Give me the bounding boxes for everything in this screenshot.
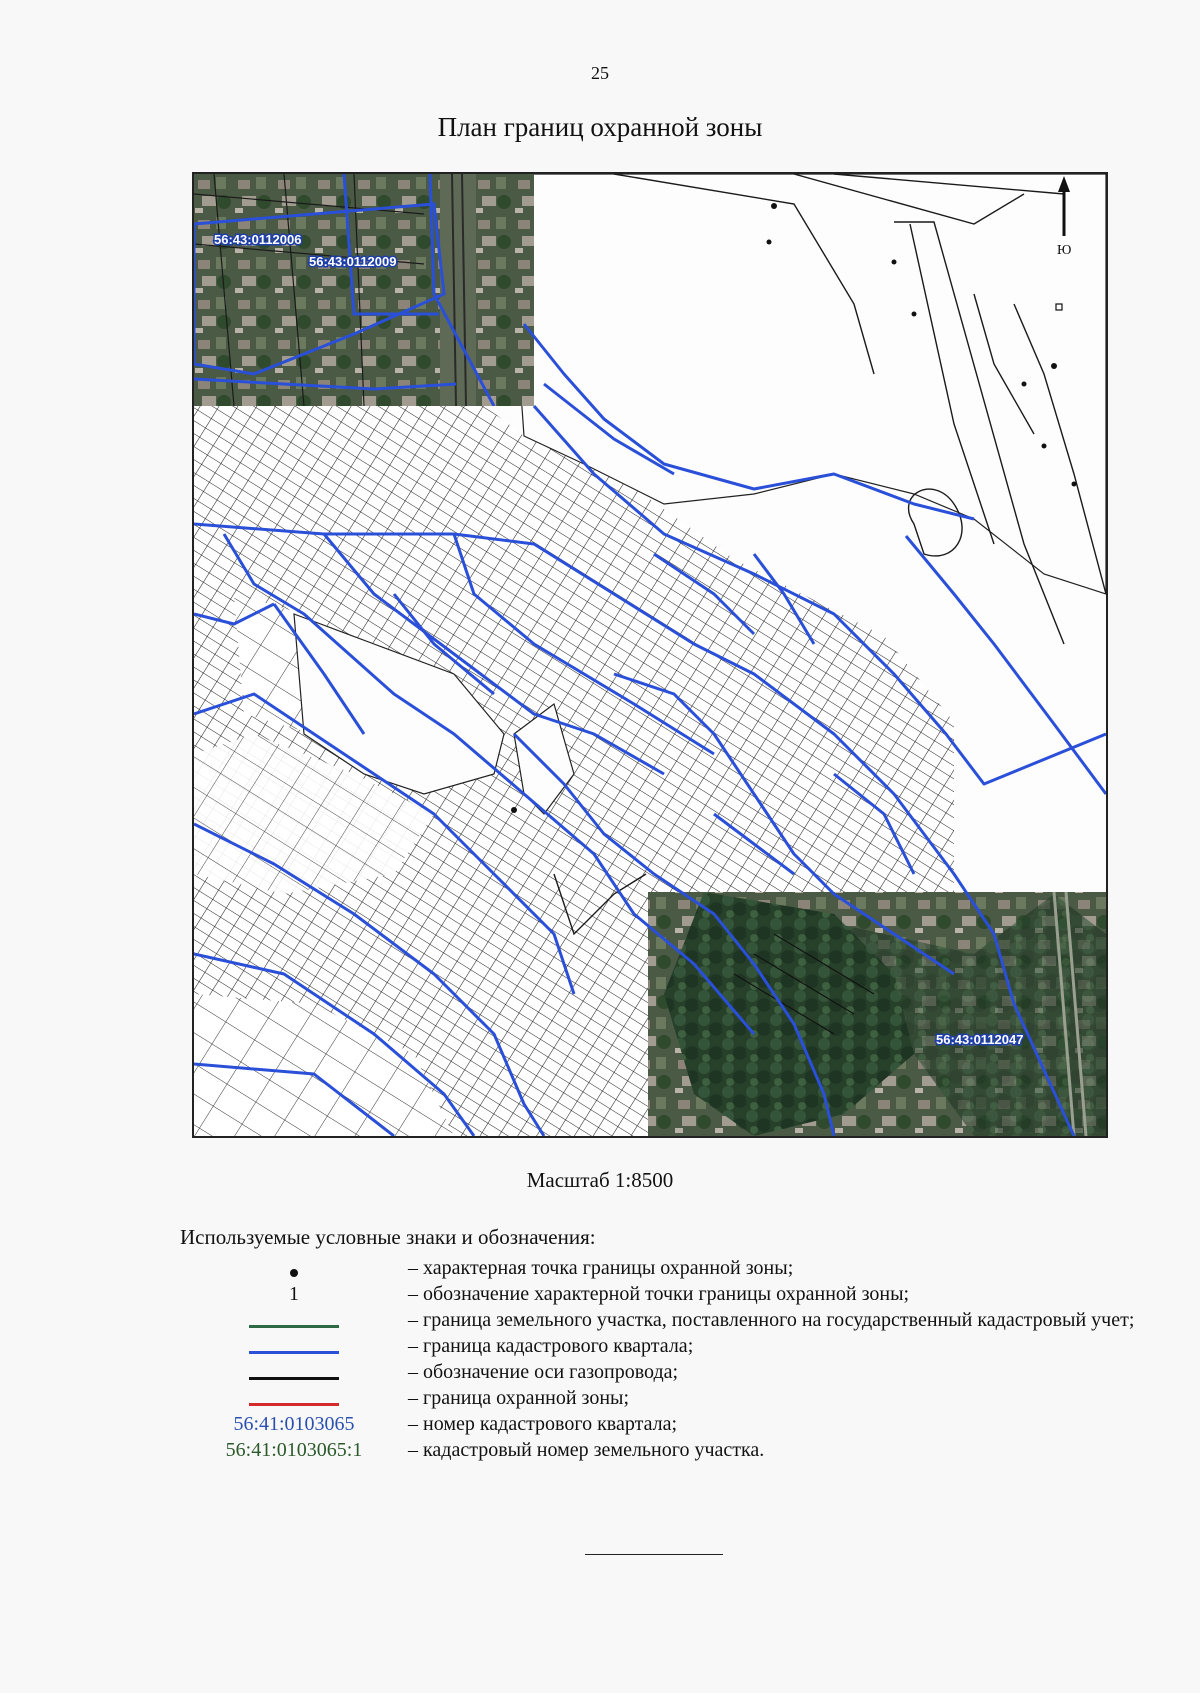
legend-row-quarter-number — [180, 1411, 1140, 1437]
legend-text: – характерная точка границы охранной зоны; — [408, 1257, 794, 1279]
legend-point-icon — [290, 1269, 298, 1277]
legend-heading: Используемые условные знаки и обозначения: — [180, 1225, 596, 1249]
legend-point-number-symbol: 1 — [289, 1283, 299, 1305]
legend-text: – номер кадастрового квартала; — [408, 1413, 678, 1435]
legend-text: – обозначение оси газопровода; — [408, 1361, 679, 1383]
red-line-icon — [249, 1403, 339, 1406]
legend-row-quarter-boundary — [180, 1333, 1140, 1359]
quarter-label-3: 56:43:0112047 — [936, 1032, 1024, 1047]
legend-row-point-number — [180, 1281, 1140, 1307]
legend-quarter-number-symbol: 56:41:0103065 — [233, 1413, 355, 1435]
document-title: План границ охранной зоны — [437, 112, 763, 142]
legend-parcel-number-symbol: 56:41:0103065:1 — [225, 1439, 363, 1461]
page-number: 25 — [591, 63, 609, 83]
legend-text: – граница охранной зоны; — [408, 1387, 630, 1409]
map-scale: Масштаб 1:8500 — [526, 1168, 674, 1192]
legend-row-registered-parcel — [180, 1307, 1140, 1333]
north-arrow-label: Ю — [1057, 243, 1072, 258]
legend-text: – граница кадастрового квартала; — [408, 1335, 694, 1357]
legend-text: – кадастровый номер земельного участка. — [408, 1439, 765, 1461]
blue-line-icon — [249, 1351, 339, 1354]
quarter-label-2: 56:43:0112009 — [309, 254, 397, 269]
cadastral-map — [192, 172, 1108, 1138]
green-line-icon — [249, 1325, 339, 1328]
aerial-photo-top-left — [194, 174, 534, 406]
legend-text: – обозначение характерной точки границы охранной зоны; — [408, 1283, 910, 1305]
legend-row-parcel-number — [180, 1437, 1140, 1463]
black-line-icon — [249, 1377, 339, 1380]
quarter-label-1: 56:43:0112006 — [214, 232, 302, 247]
legend — [180, 1255, 1140, 1463]
aerial-photo-bottom-right — [648, 892, 1106, 1136]
legend-text: – граница земельного участка, поставленного на государственный кадастровый учет; — [408, 1309, 1135, 1331]
footer-divider — [585, 1554, 723, 1555]
legend-row-protection-zone — [180, 1385, 1140, 1411]
legend-row-pipeline-axis — [180, 1359, 1140, 1385]
legend-row-point — [180, 1255, 1140, 1281]
